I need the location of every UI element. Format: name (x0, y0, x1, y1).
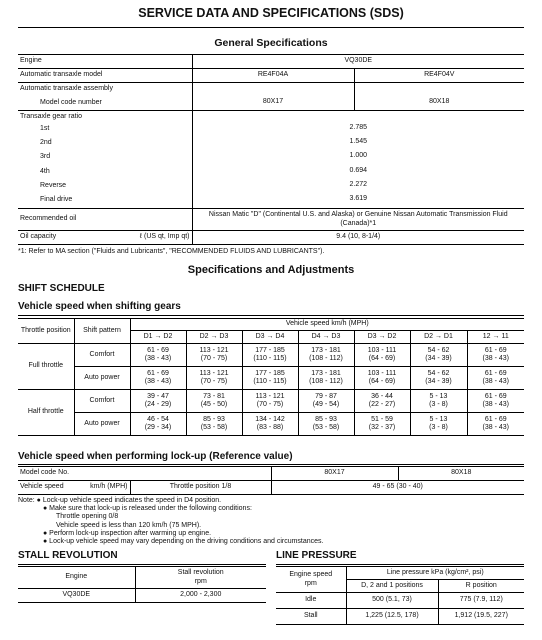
speed-kmh: 103 - 111 (367, 346, 397, 354)
speed-mph: (34 - 39) (425, 355, 452, 362)
shift-speed-cell (354, 390, 410, 413)
ratio-value: 1.545 (349, 138, 368, 146)
auto-power-label: Auto power (74, 367, 130, 390)
speed-mph: (22 - 27) (368, 401, 396, 408)
ratio-value: 0.694 (349, 166, 368, 174)
code-label: Model code number (40, 99, 102, 107)
speed-mph: (3 - 8) (429, 424, 448, 431)
speed-mph: (38 - 43) (144, 378, 172, 385)
speed-mph: (3 - 8) (429, 401, 448, 408)
capacity-value: 9.4 (10, 8-1/4) (192, 231, 524, 245)
speed-mph: (38 - 43) (482, 424, 509, 431)
shift-speed-cell (354, 413, 410, 436)
shift-speed-cell (467, 390, 524, 413)
shift-speed-cell (186, 344, 242, 367)
general-title: General Specifications (214, 37, 328, 49)
comfort-label: Comfort (74, 390, 130, 413)
ratio-label: Transaxle gear ratio (20, 113, 82, 120)
speed-kmh: 54 - 62 (427, 346, 450, 354)
note-line: Note: ● Lock-up vehicle speed indicates the speed in D4 position. (18, 497, 222, 504)
shift-speed-cell (130, 367, 186, 390)
comfort-label: Comfort (74, 344, 130, 367)
speed-kmh: 5 - 13 (429, 415, 448, 423)
lockup-speed-label: Vehicle speed (20, 483, 64, 491)
speed-mph: (108 - 112) (309, 378, 343, 385)
shift-speed-cell (298, 413, 354, 436)
speed-mph: (29 - 34) (144, 424, 172, 431)
lp-idle-d: 500 (5.1, 73) (346, 593, 438, 609)
capacity-cell (18, 231, 192, 245)
speed-mph: (49 - 54) (312, 401, 340, 408)
lockup-throttle-label: Throttle position 1/8 (130, 481, 271, 495)
speed-mph: (45 - 50) (200, 401, 228, 408)
shift-table-title: Vehicle speed when shifting gears (18, 301, 181, 312)
lp-speed-header-unit: rpm (304, 579, 317, 587)
shift-speed-cell (410, 390, 467, 413)
shift-speed-cell (242, 413, 298, 436)
lp-pressure-header: Line pressure kPa (kg/cm², psi) (346, 567, 524, 580)
lockup-notes (18, 497, 324, 546)
speed-mph: (70 - 75) (256, 401, 284, 408)
ratio-gear: Reverse (40, 181, 67, 189)
ratio-values (192, 111, 524, 209)
shift-column-header: D4 → D3 (298, 331, 354, 344)
note-line: ● Perform lock-up inspection after warming up engine. (43, 529, 212, 537)
stall-title: STALL REVOLUTION (18, 550, 118, 561)
speed-kmh: 54 - 62 (427, 369, 450, 377)
assembly-cell (18, 83, 192, 111)
speed-mph: (34 - 39) (425, 378, 452, 385)
ratio-value: 2.272 (349, 180, 368, 188)
pattern-header: Shift pattern (74, 319, 130, 344)
ratio-value: 3.619 (349, 195, 368, 203)
stall-value: 2,000 - 2,300 (135, 589, 266, 603)
speed-kmh: 61 - 69 (484, 415, 507, 423)
oil-value: Nissan Matic "D" (Continental U.S. and Alaska) or Genuine Nissan Automatic Transmission Fluid (Canada)*1 (192, 209, 524, 231)
shift-schedule-heading: SHIFT SCHEDULE (18, 283, 105, 294)
lockup-code-b: 80X18 (398, 467, 524, 481)
ratio-value: 1.000 (349, 152, 368, 160)
speed-kmh: 79 - 87 (315, 392, 337, 400)
speed-kmh: 73 - 81 (203, 392, 225, 400)
speed-header: Vehicle speed km/h (MPH) (130, 319, 524, 331)
capacity-unit: ℓ (US qt, Imp qt) (139, 233, 190, 241)
stall-rule (18, 564, 266, 565)
lockup-speed-value: 49 - 65 (30 - 40) (271, 481, 524, 495)
speed-mph: (53 - 58) (200, 424, 228, 431)
lockup-model-label: Model code No. (18, 467, 271, 481)
speed-kmh: 173 - 181 (311, 346, 341, 354)
lp-stall-label: Stall (276, 609, 346, 625)
half-throttle-label: Half throttle (18, 390, 74, 436)
ratio-gear: 3rd (40, 153, 51, 161)
ratio-cell (18, 111, 192, 209)
speed-kmh: 134 - 142 (255, 415, 285, 423)
speed-mph: (110 - 115) (253, 355, 287, 362)
full-throttle-label: Full throttle (18, 344, 74, 390)
code-b: 80X18 (354, 83, 524, 111)
ratio-gear: 2nd (40, 139, 52, 147)
lockup-rule (18, 464, 524, 465)
line-pressure-rule (276, 564, 524, 565)
speed-mph: (70 - 75) (200, 378, 228, 385)
ratio-gear: Final drive (40, 196, 73, 204)
stall-table (18, 566, 266, 603)
speed-mph: (64 - 69) (368, 355, 396, 362)
assembly-label: Automatic transaxle assembly (20, 85, 113, 92)
shift-speed-cell (354, 367, 410, 390)
engine-value: VQ30DE (192, 55, 524, 69)
shift-table (18, 318, 524, 436)
speed-kmh: 5 - 13 (429, 392, 448, 400)
speed-kmh: 51 - 59 (371, 415, 393, 423)
doc-title: SERVICE DATA AND SPECIFICATIONS (SDS) (138, 6, 404, 20)
shift-column-header: D3 → D4 (242, 331, 298, 344)
code-a: 80X17 (192, 83, 354, 111)
speed-kmh: 39 - 47 (147, 392, 169, 400)
shift-speed-cell (410, 367, 467, 390)
model-a: RE4F04A (192, 69, 354, 83)
lp-idle-label: Idle (276, 593, 346, 609)
lp-speed-header (276, 567, 346, 593)
auto-power-label: Auto power (74, 413, 130, 436)
lockup-code-a: 80X17 (271, 467, 398, 481)
shift-column-header: D2 → D1 (410, 331, 467, 344)
speed-mph: (24 - 29) (144, 401, 172, 408)
shift-column-header: D2 → D3 (186, 331, 242, 344)
ratio-gear-list (20, 122, 190, 207)
shift-speed-cell (242, 390, 298, 413)
model-label: Automatic transaxle model (18, 69, 192, 83)
shift-speed-cell (242, 344, 298, 367)
shift-speed-cell (186, 367, 242, 390)
general-spec-table (18, 54, 524, 245)
oil-label: Recommended oil (18, 209, 192, 231)
speed-kmh: 61 - 69 (147, 346, 169, 354)
lp-col-r: R position (438, 580, 524, 593)
lockup-speed-unit: km/h (MPH) (90, 483, 128, 491)
speed-mph: (38 - 43) (144, 355, 172, 362)
shift-rule (18, 315, 524, 316)
speed-mph: (38 - 43) (482, 355, 509, 362)
lockup-title: Vehicle speed when performing lock-up (Reference value) (18, 451, 293, 462)
ratio-gear: 1st (40, 125, 50, 133)
speed-mph: (53 - 58) (312, 424, 340, 431)
stall-header-cell (135, 567, 266, 589)
throttle-header: Throttle position (18, 319, 74, 344)
shift-speed-cell (467, 344, 524, 367)
shift-column-header: D3 → D2 (354, 331, 410, 344)
specs-title: Specifications and Adjustments (187, 264, 355, 276)
speed-kmh: 113 - 121 (255, 392, 285, 400)
speed-mph: (70 - 75) (200, 355, 228, 362)
shift-speed-cell (410, 413, 467, 436)
speed-mph: (110 - 115) (253, 378, 287, 385)
shift-speed-cell (186, 413, 242, 436)
engine-label: Engine (18, 55, 192, 69)
speed-kmh: 177 - 185 (255, 346, 285, 354)
note-line: ● Lock-up vehicle speed may vary depending on the driving conditions and circumstances. (43, 538, 324, 546)
shift-speed-cell (354, 344, 410, 367)
speed-kmh: 85 - 93 (203, 415, 225, 423)
speed-mph: (38 - 43) (482, 378, 509, 385)
shift-speed-cell (130, 344, 186, 367)
shift-speed-cell (242, 367, 298, 390)
speed-kmh: 61 - 69 (147, 369, 169, 377)
ratio-value: 2.785 (349, 124, 368, 131)
speed-mph: (108 - 112) (309, 355, 343, 362)
lp-stall-d: 1,225 (12.5, 178) (346, 609, 438, 625)
speed-kmh: 103 - 111 (367, 369, 397, 377)
shift-speed-cell (410, 344, 467, 367)
speed-kmh: 85 - 93 (315, 415, 337, 423)
speed-kmh: 113 - 121 (199, 369, 229, 377)
shift-speed-cell (467, 413, 524, 436)
lp-speed-header-line: Engine speed (289, 571, 333, 579)
speed-kmh: 173 - 181 (311, 369, 341, 377)
speed-kmh: 46 - 54 (147, 415, 169, 423)
stall-header-line: Stall revolution (177, 569, 224, 577)
shift-column-header: 12 → 11 (467, 331, 524, 344)
shift-speed-cell (186, 390, 242, 413)
line-pressure-title: LINE PRESSURE (276, 550, 357, 561)
stall-engine: VQ30DE (18, 589, 135, 603)
ratio-gear: 4th (40, 167, 50, 175)
speed-kmh: 61 - 69 (484, 369, 507, 377)
note-line: Throttle opening 0/8 (56, 513, 119, 521)
note-line: ● Make sure that lock-up is released under the following conditions: (43, 505, 252, 513)
lp-idle-r: 775 (7.9, 112) (438, 593, 524, 609)
note-line: Vehicle speed is less than 120 km/h (75 MPH). (56, 521, 202, 529)
speed-kmh: 36 - 44 (371, 392, 393, 400)
title-rule (18, 27, 524, 28)
line-pressure-table (276, 566, 524, 625)
shift-speed-cell (130, 413, 186, 436)
shift-speed-cell (298, 367, 354, 390)
stall-header-unit: rpm (194, 577, 207, 585)
general-footnote: *1: Refer to MA section ("Fluids and Lubricants", "RECOMMENDED FLUIDS AND LUBRICANTS"). (18, 248, 325, 255)
capacity-label: Oil capacity (20, 233, 57, 241)
model-b: RE4F04V (354, 69, 524, 83)
speed-mph: (64 - 69) (368, 378, 396, 385)
shift-speed-cell (130, 390, 186, 413)
lp-col-d: D, 2 and 1 positions (346, 580, 438, 593)
lp-stall-r: 1,912 (19.5, 227) (438, 609, 524, 625)
speed-mph: (32 - 37) (368, 424, 396, 431)
lockup-table (18, 466, 524, 495)
speed-kmh: 177 - 185 (255, 369, 285, 377)
shift-column-header: D1 → D2 (130, 331, 186, 344)
speed-mph: (83 - 88) (256, 424, 284, 431)
speed-kmh: 61 - 69 (484, 392, 507, 400)
speed-kmh: 61 - 69 (484, 346, 507, 354)
lockup-speed-cell (18, 481, 130, 495)
speed-mph: (38 - 43) (482, 401, 509, 408)
shift-speed-cell (298, 390, 354, 413)
speed-kmh: 113 - 121 (199, 346, 229, 354)
shift-speed-cell (467, 367, 524, 390)
stall-engine-header: Engine (18, 567, 135, 589)
shift-speed-cell (298, 344, 354, 367)
